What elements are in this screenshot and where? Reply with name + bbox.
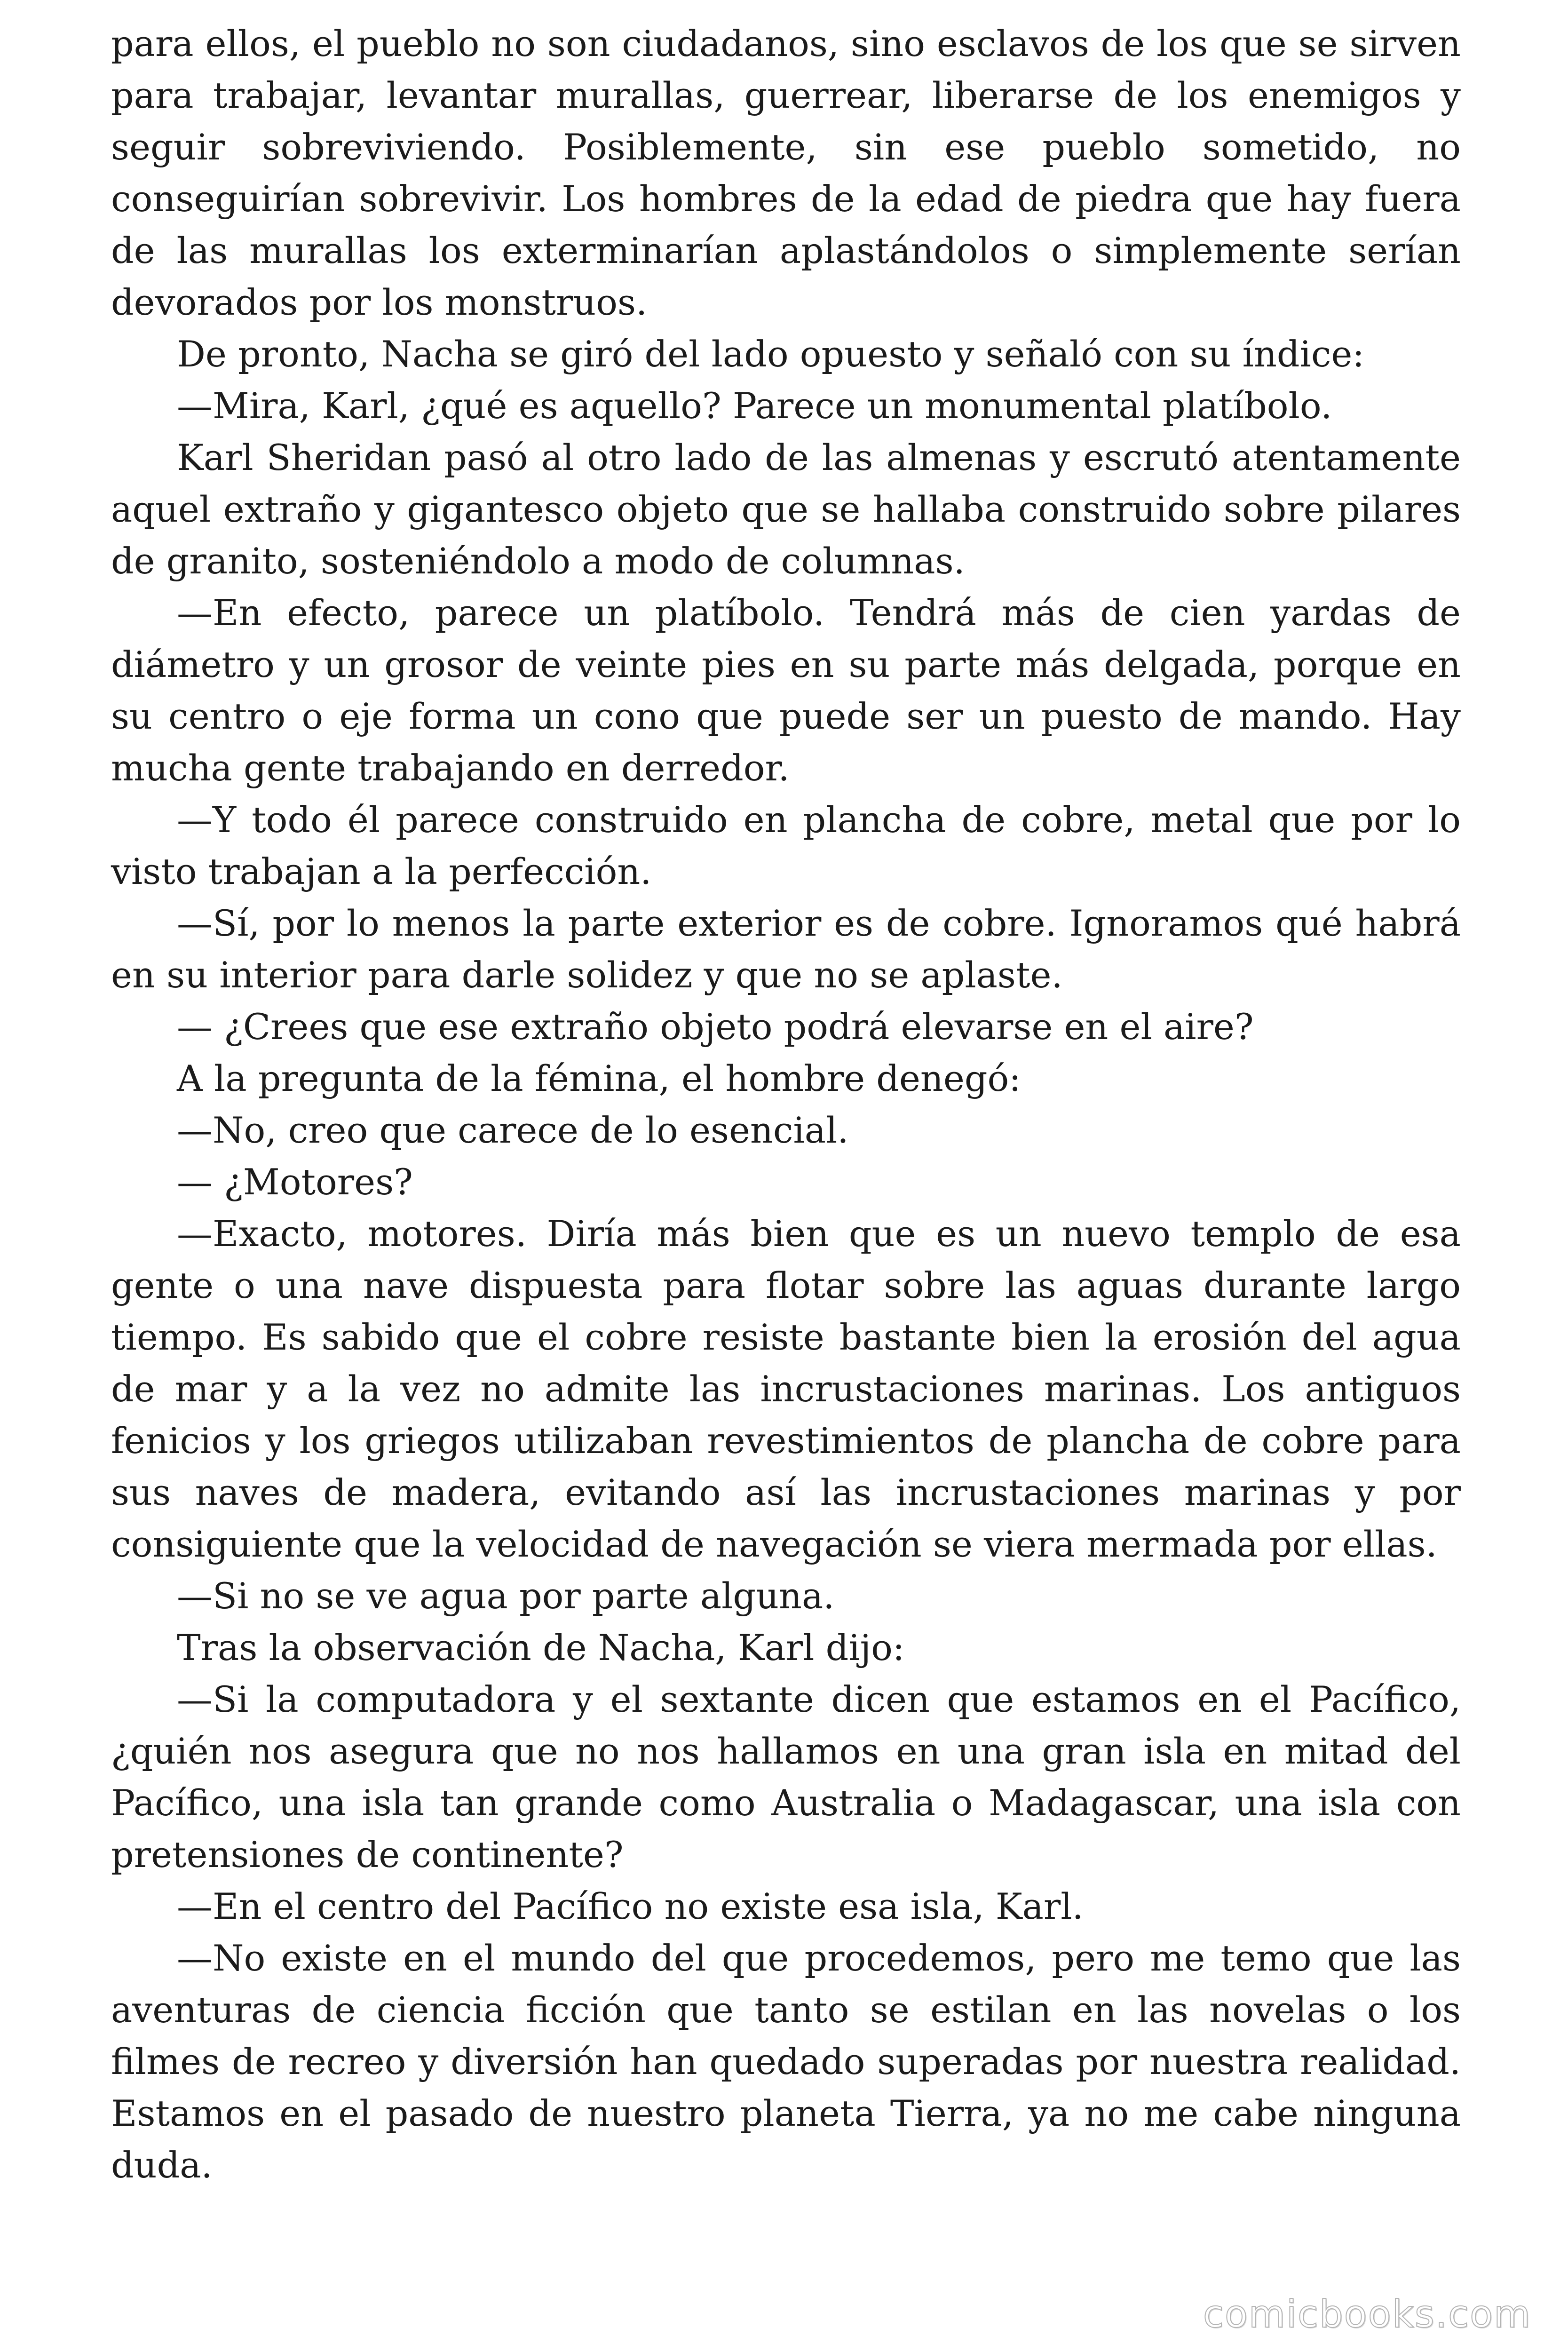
paragraph: —Si la computadora y el sextante dicen que estamos en el Pacífico, ¿quién nos asegura que no nos hallamos en una gran isla en mitad del Pacífico, una isla tan grande como Australia o Madagascar, una isla con pretensiones de continente?	[111, 1678, 1461, 1875]
paragraph: De pronto, Nacha se giró del lado opuesto y señaló con su índice:	[177, 333, 1364, 375]
paragraph: —No, creo que carece de lo esencial.	[177, 1109, 849, 1151]
paragraph: —Sí, por lo menos la parte exterior es de cobre. Ignoramos qué habrá en su interior para darle solidez y que no se aplaste.	[111, 902, 1461, 996]
paragraph: —No existe en el mundo del que procedemos, pero me temo que las aventuras de ciencia ficción que tanto se estilan en las novelas o los filmes de recreo y diversión han quedado superadas por nuestra realidad. Estamos en el pasado de nuestro planeta Tierra, ya no me cabe ninguna duda.	[111, 1937, 1461, 2186]
paragraph: Tras la observación de Nacha, Karl dijo:	[177, 1627, 905, 1669]
paragraph: Karl Sheridan pasó al otro lado de las almenas y escrutó atentamente aquel extraño y gigantesco objeto que se hallaba construido sobre pilares de granito, sosteniéndolo a modo de columnas.	[111, 437, 1461, 582]
paragraph: A la pregunta de la fémina, el hombre denegó:	[177, 1057, 1021, 1099]
paragraph: —En el centro del Pacífico no existe esa isla, Karl.	[177, 1885, 1084, 1927]
paragraph: —Mira, Karl, ¿qué es aquello? Parece un monumental platíbolo.	[177, 385, 1332, 427]
watermark: comicbooks.com	[1203, 2292, 1531, 2336]
paragraph: —Si no se ve agua por parte alguna.	[177, 1575, 835, 1617]
paragraph: — ¿Motores?	[177, 1161, 413, 1203]
paragraph: — ¿Crees que ese extraño objeto podrá elevarse en el aire?	[177, 1006, 1254, 1048]
paragraph: —Exacto, motores. Diría más bien que es un nuevo templo de esa gente o una nave dispuesta para flotar sobre las aguas durante largo tiempo. Es sabido que el cobre resiste bastante bien la erosión del agua de mar y a la vez no admite las incrustaciones marinas. Los antiguos fenicios y los griegos utilizaban revestimientos de plancha de cobre para sus naves de madera, evitando así las incrustaciones marinas y por consiguiente que la velocidad de navegación se viera mermada por ellas.	[111, 1213, 1461, 1565]
page-body	[111, 18, 1461, 2266]
paragraph: —Y todo él parece construido en plancha de cobre, metal que por lo visto trabajan a la perfección.	[111, 799, 1461, 892]
paragraph: —En efecto, parece un platíbolo. Tendrá más de cien yardas de diámetro y un grosor de veinte pies en su parte más delgada, porque en su centro o eje forma un cono que puede ser un puesto de mando. Hay mucha gente trabajando en derredor.	[111, 592, 1461, 789]
paragraph: para ellos, el pueblo no son ciudadanos, sino esclavos de los que se sirven para trabajar, levantar murallas, guerrear, liberarse de los enemigos y seguir sobreviviendo. Posiblemente, sin ese pueblo sometido, no conseguirían sobrevivir. Los hombres de la edad de piedra que hay fuera de las murallas los exterminarían aplastándolos o simplemente serían devorados por los monstruos.	[111, 23, 1461, 323]
